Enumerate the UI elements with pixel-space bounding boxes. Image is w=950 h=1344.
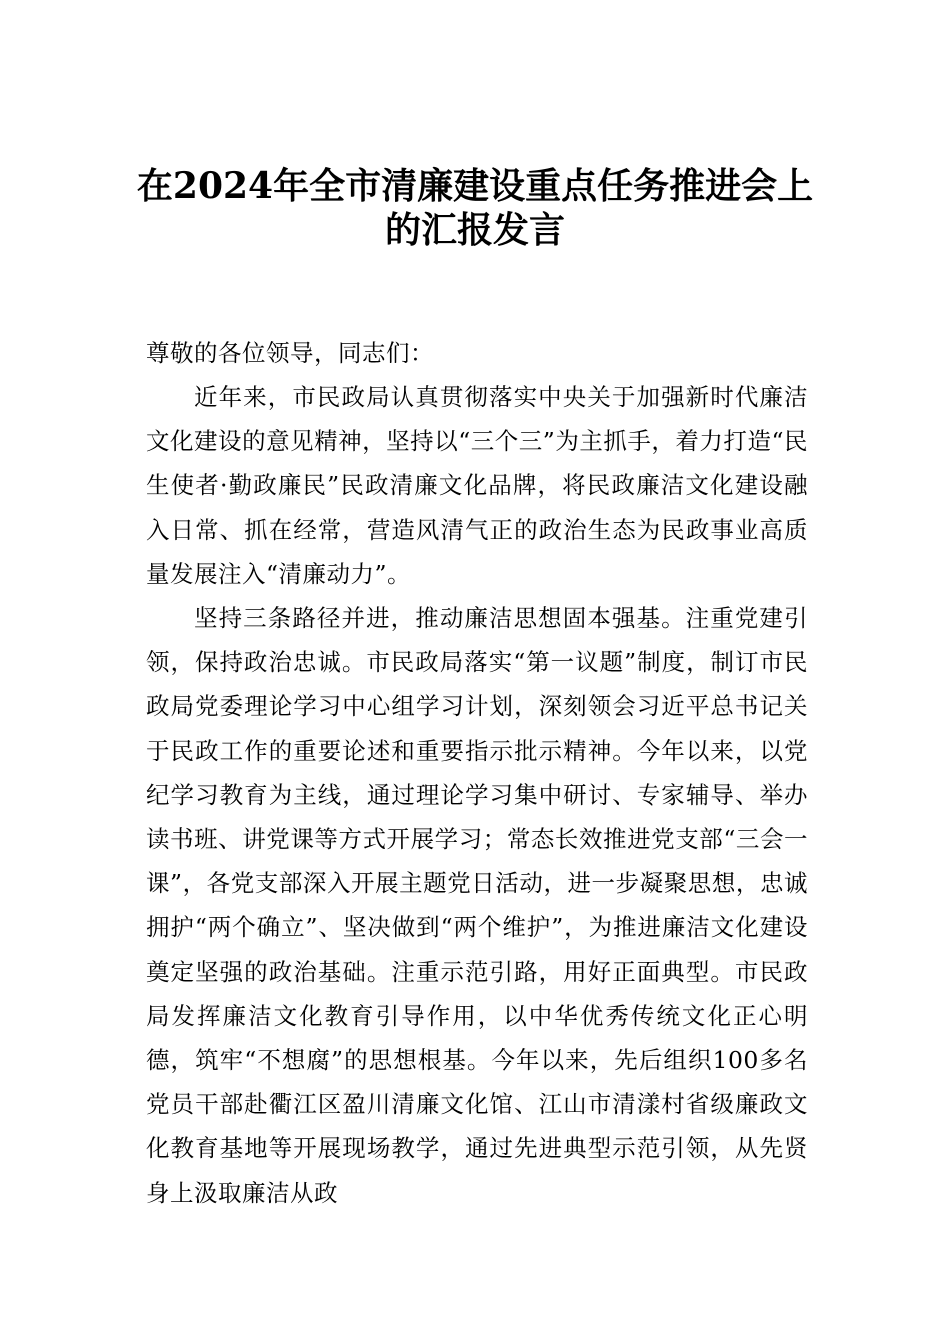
body-paragraph-2: 坚持三条路径并进，推动廉洁思想固本强基。注重党建引领，保持政治忠诚。市民政局落实“第一议题”制度，制订市民政局党委理论学习中心组学习计划，深刻领会习近平总书记关于民政工作的重要论述和重要指示批示精神。今年以来，以党纪学习教育为主线，通过理论学习集中研讨、专家辅导、举办读书班、讲党课等方式开展学习；常态长效推进党支部“三会一课”，各党支部深入开展主题党日活动，进一步凝聚思想，忠诚拥护“两个确立”、坚决做到“两个维护”，为推进廉洁文化建设奠定坚强的政治基础。注重示范引路，用好正面典型。市民政局发挥廉洁文化教育引导作用，以中华优秀传统文化正心明德，筑牢“不想腐”的思想根基。今年以来，先后组织100多名党员干部赴衢江区盈川清廉文化馆、江山市清漾村省级廉政文化教育基地等开展现场教学，通过先进典型示范引领，从先贤身上汲取廉洁从政	[146, 604, 808, 1207]
document-title-line-2: 的汇报发言	[384, 209, 565, 251]
document-title-line-1: 在2024年全市清廉建设重点任务推进会上	[136, 165, 814, 207]
salutation: 尊敬的各位领导，同志们：	[146, 339, 434, 367]
body-paragraph-1: 近年来，市民政局认真贯彻落实中央关于加强新时代廉洁文化建设的意见精神，坚持以“三个三”为主抓手，着力打造“民生使者·勤政廉民”民政清廉文化品牌，将民政廉洁文化建设融入日常、抓在经常，营造风清气正的政治生态为民政事业高质量发展注入“清廉动力”。	[146, 383, 808, 588]
